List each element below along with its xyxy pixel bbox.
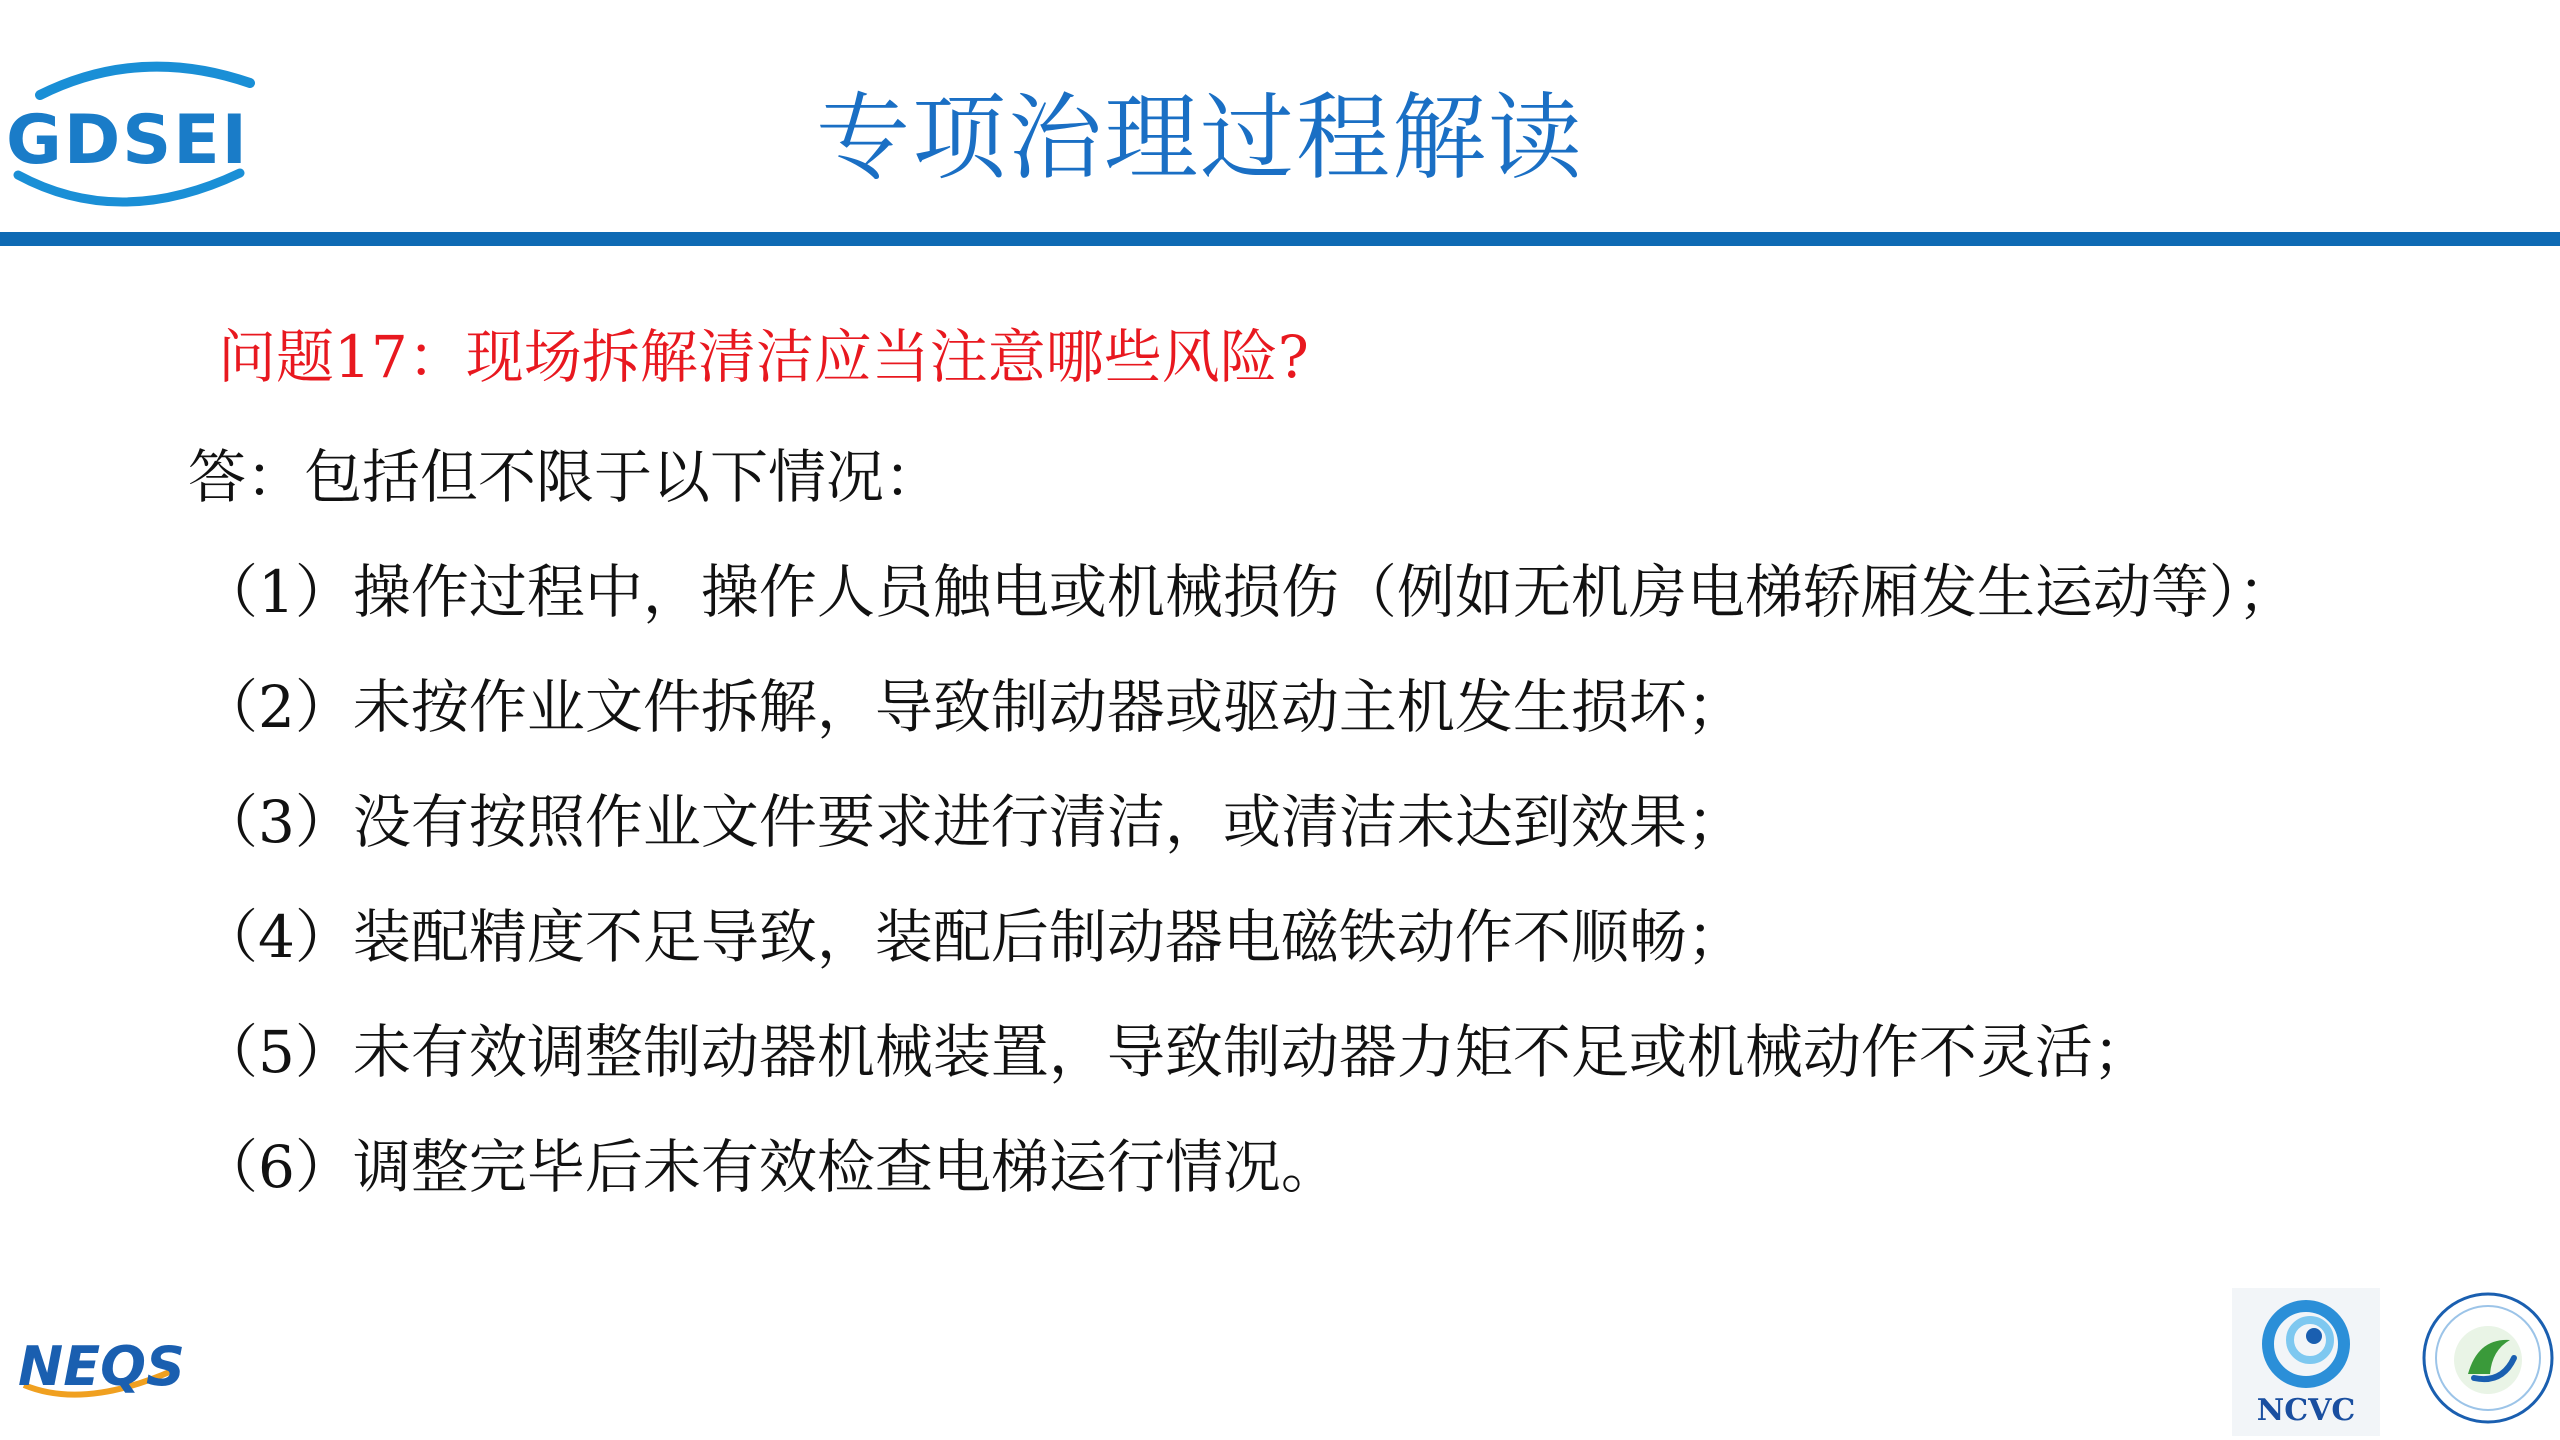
ncvc-logo bbox=[2232, 1288, 2380, 1436]
answer-item-3: （3）没有按照作业文件要求进行清洁，或清洁未达到效果； bbox=[200, 788, 1745, 856]
answer-item-6: （6）调整完毕后未有效检查电梯运行情况。 bbox=[200, 1133, 1339, 1201]
ncvc-logo-text: NCVC bbox=[2256, 1393, 2356, 1428]
neqs-logo bbox=[14, 1330, 194, 1410]
header-divider bbox=[0, 232, 2560, 246]
slide-title: 专项治理过程解读 bbox=[815, 84, 1584, 193]
answer-item-4: （4）装配精度不足导致，装配后制动器电磁铁动作不顺畅； bbox=[200, 903, 1745, 971]
gdsei-logo-text: GDSEI bbox=[6, 101, 249, 180]
seal-logo bbox=[2418, 1288, 2558, 1428]
answer-item-1: （1）操作过程中，操作人员触电或机械损伤（例如无机房电梯轿厢发生运动等）； bbox=[200, 558, 2296, 626]
answer-item-5: （5）未有效调整制动器机械装置，导致制动器力矩不足或机械动作不灵活； bbox=[200, 1018, 2151, 1086]
neqs-logo-text: NEQS bbox=[18, 1335, 185, 1398]
answer-item-2: （2）未按作业文件拆解，导致制动器或驱动主机发生损坏； bbox=[200, 673, 1745, 741]
answer-block bbox=[120, 420, 2350, 1225]
answer-intro: 答：包括但不限于以下情况： bbox=[188, 443, 943, 511]
question-text: 问题17：现场拆解清洁应当注意哪些风险? bbox=[218, 323, 1309, 391]
